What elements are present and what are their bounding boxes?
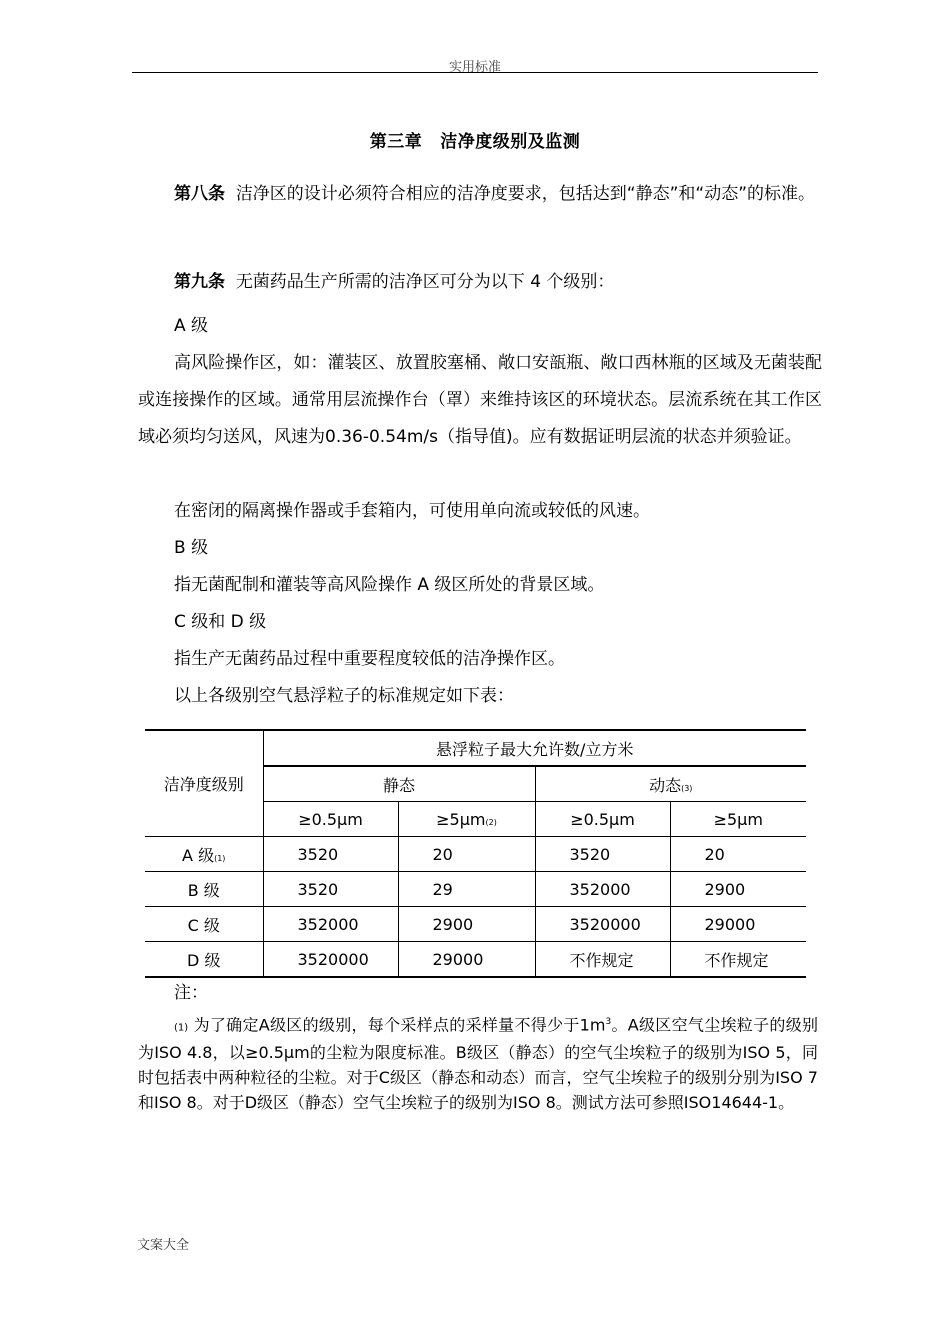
- table-row: [145, 907, 806, 942]
- value-cell: 20: [398, 837, 535, 872]
- particle-limits-table: [145, 729, 806, 978]
- value-cell: 3520000: [535, 907, 670, 942]
- table-row: [145, 837, 806, 872]
- note-1-text-a: 为了确定A级区的级别，每个采样点的采样量不得少于1m: [193, 1015, 606, 1035]
- value-cell: 20: [670, 837, 806, 872]
- page-footer: 文案大全: [137, 1238, 190, 1253]
- article-9: [138, 264, 822, 301]
- article-8: [138, 176, 822, 213]
- grade-cell: D 级: [145, 942, 263, 978]
- grade-b-description: 指无菌配制和灌装等高风险操作 A 级区所处的背景区域。: [174, 575, 605, 595]
- note-1: [138, 1010, 818, 1115]
- chapter-heading: 洁净度级别及监测: [440, 132, 581, 152]
- size-header: ≥0.5μm: [535, 802, 670, 837]
- value-cell: 352000: [263, 907, 398, 942]
- grade-cd-heading: C 级和 D 级: [174, 612, 267, 632]
- grade-a-heading: A 级: [174, 316, 209, 336]
- value-cell: 3520: [263, 837, 398, 872]
- value-cell: 352000: [535, 872, 670, 907]
- value-cell: 29000: [670, 907, 806, 942]
- value-cell: 3520: [535, 837, 670, 872]
- article-9-text: 无菌药品生产所需的洁净区可分为以下 4 个级别：: [235, 272, 615, 292]
- article-9-label: 第九条: [174, 272, 225, 292]
- dynamic-header: 动态(3): [535, 766, 806, 802]
- header-rule: [132, 72, 818, 73]
- grade-cell: B 级: [145, 872, 263, 907]
- table-row: [145, 942, 806, 978]
- value-cell: 3520000: [263, 942, 398, 978]
- size-header: ≥0.5μm: [263, 802, 398, 837]
- table-intro: 以上各级别空气悬浮粒子的标准规定如下表：: [174, 686, 514, 706]
- chapter-number: 第三章: [369, 132, 423, 152]
- article-8-label: 第八条: [174, 184, 225, 204]
- unit-superscript: 3: [605, 1017, 612, 1027]
- value-cell: 29: [398, 872, 535, 907]
- grade-cd-description: 指生产无菌药品过程中重要程度较低的洁净操作区。: [174, 649, 565, 669]
- size-header: ≥5μm: [670, 802, 806, 837]
- note-1-text-b: 。A级区空气尘埃粒子的级别为ISO 4.8，以≥0.5μm的尘粒为限度标准。B级区（静态）的空气尘埃粒子的级别为ISO 5，同时包括表中两种粒径的尘粒。对于C级区（静态和动态）而言，空气尘埃粒子的级别分别为ISO 7和ISO 8。对于D级区（静态）空气尘埃粒子的级别为ISO 8。测试方法可参照ISO14644-1。: [138, 1015, 818, 1113]
- static-header: 静态: [263, 766, 535, 802]
- notes-label: 注：: [174, 983, 208, 1003]
- chapter-title: [132, 127, 818, 152]
- grade-cell: A 级(1): [145, 837, 263, 872]
- value-cell: 2900: [398, 907, 535, 942]
- grade-b-heading: B 级: [174, 538, 209, 558]
- value-cell: 29000: [398, 942, 535, 978]
- grade-column-header: 洁净度级别: [145, 730, 263, 837]
- size-header: ≥5μm(2): [398, 802, 535, 837]
- article-8-text: 洁净区的设计必须符合相应的洁净度要求，包括达到“静态”和“动态”的标准。: [235, 184, 816, 204]
- page-header: 实用标准: [448, 60, 501, 75]
- grade-a-description: 高风险操作区，如：灌装区、放置胶塞桶、敞口安瓿瓶、敞口西林瓶的区域及无菌装配或连接操作的区域。通常用层流操作台（罩）来维持该区的环境状态。层流系统在其工作区域必须均匀送风，风速为0.36-0.54m/s（指导值)。应有数据证明层流的状态并须验证。: [138, 353, 822, 447]
- grade-a-extra: 在密闭的隔离操作器或手套箱内，可使用单向流或较低的风速。: [174, 501, 650, 521]
- value-cell: 不作规定: [535, 942, 670, 978]
- table-row: [145, 872, 806, 907]
- grade-cell: C 级: [145, 907, 263, 942]
- value-cell: 不作规定: [670, 942, 806, 978]
- value-cell: 3520: [263, 872, 398, 907]
- value-cell: 2900: [670, 872, 806, 907]
- note-1-marker: (1): [174, 1022, 189, 1034]
- max-particles-header: 悬浮粒子最大允许数/立方米: [263, 730, 806, 766]
